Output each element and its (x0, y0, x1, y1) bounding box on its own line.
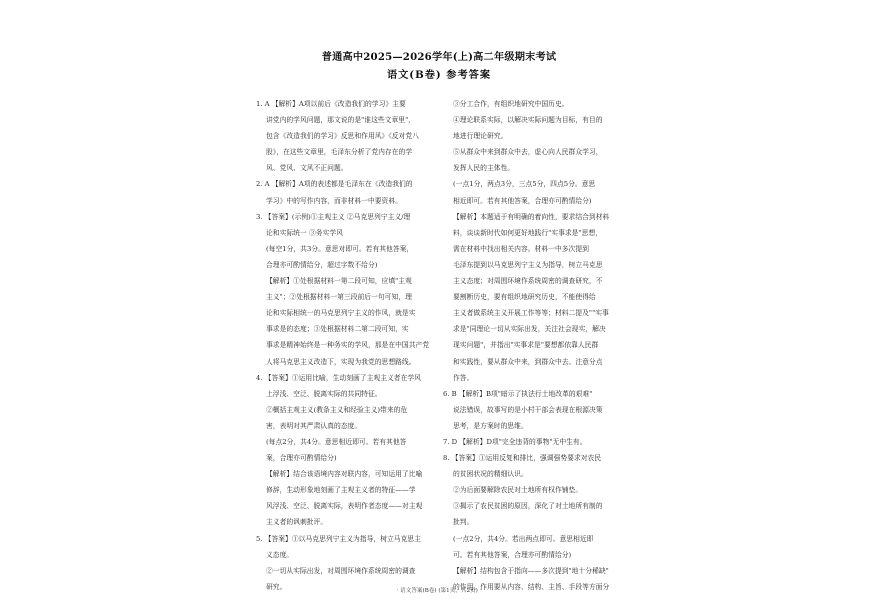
answer-line: 8. 【答案】①运用反复和排比，强调强势要求对农民 (443, 454, 602, 463)
answer-line: 2. A 【解析】A项的表述都是毛泽东在《改造我们的 (256, 180, 413, 189)
page-footer: · 语文答案(B卷) (第1页，共2页) · (396, 588, 482, 594)
answer-line: 义态度。 (266, 550, 294, 559)
answer-line: 1. A 【解析】A项以前后《改造我们的学习》主要 (256, 100, 406, 108)
answer-line: 事求是的态度；③处根据材料二第二段可知，实 (266, 325, 409, 334)
answer-line: 5. 【答案】①以马克思列宁主义为指导，树立马克思主 (256, 534, 421, 543)
answer-line: ⑤从群众中来到群众中去，虚心向人民群众学习， (453, 148, 603, 157)
answer-line: 地进行理论研究。 (453, 132, 508, 141)
answer-line: 合理亦可酌情给分，超过字数不给分) (266, 260, 378, 269)
answer-line: 人将马克思主义改造下，实现为我党的思想路线。 (266, 357, 416, 366)
answer-line: 相近即可。若有其他答案，合理亦可酌情给分) (453, 196, 592, 205)
answer-line: ④理论联系实际，以解决实际问题为目标，有目的 (453, 116, 603, 125)
answer-line: 批判。 (453, 518, 474, 527)
answer-line: 修辞，生动形象地刻画了主观主义者的特征——学 (266, 486, 416, 495)
answer-line: 上浮浅、空泛、脱离实际的共同特征。 (266, 389, 382, 398)
answer-line: 要割断历史，要有组织地研究历史，不能使得给 (453, 293, 596, 302)
answer-line: 【解析】结构包含于指向——多次提到"地十分稀缺" (453, 566, 609, 575)
answer-line: 的贫困状况的精细认识。 (453, 470, 528, 479)
answer-line: 研究。 (266, 582, 287, 591)
answer-line: 主义者的讽刺批评。 (266, 518, 328, 527)
answer-line: (一点1分，两点3分，三点5分，四点5分。意思 (453, 180, 596, 189)
answer-line: ③揭示了农民贫困的原因，深化了对土地所有制的 (453, 502, 603, 511)
answer-line: ②为后面要解除农民对土地所有权作铺垫。 (453, 486, 583, 495)
answer-line: 论和实际统一 ③务实学风 (266, 228, 343, 237)
answer-line: 主义"；②处根据材料一第三段前后一句可知，理 (266, 293, 412, 302)
answer-line: ②一切从实际出发，对周围环境作系统周密的调查 (266, 566, 416, 575)
answer-line: 【解析】①处根据材料一第二段可知，应填"主观 (266, 277, 412, 286)
answer-line: ②概括主观主义(教条主义和经验主义)带来的危 (266, 405, 408, 414)
answer-line: 和实践性，要从群众中来，到群众中去。注意分点 (453, 357, 603, 366)
answer-line: 思考，是方案时的思维。 (453, 421, 528, 430)
answer-line: (每空1分，共3分。意思对即可。若有其他答案， (266, 244, 414, 253)
answer-line: 【解析】结合该语境内容对联内容，可知运用了比喻 (266, 470, 423, 479)
answer-line: ③分工合作，有组织地研究中国历史。 (453, 100, 569, 108)
answer-line: 料，谈谈新时代如何更好地践行"实事求是"思想， (453, 228, 602, 237)
answer-line: 风、党风、文风不正问题。 (266, 164, 348, 173)
answer-line: 可。若有其他答案，合理亦可酌情给分) (453, 550, 572, 559)
answer-key-page (248, 28, 630, 610)
answer-line: 主义者做系统主义开展工作等等；材料二提及""实事 (453, 309, 609, 318)
answer-line: 害，表明对其严肃认真的态度。 (266, 421, 362, 430)
answer-line: 说法错误，故事写的是小村干部会表现在根源决策 (453, 405, 603, 414)
exam-title: 普通高中2025—2026学年(上)高二年级期末考试 (321, 51, 557, 63)
answer-line: 案，合理亦可酌情给分) (266, 454, 337, 463)
answer-line: 7. D 【解析】D项"完全违背的事物"无中生有。 (443, 437, 587, 446)
answer-line: 需在材料中找出相关内容。材料一中多次提到 (453, 244, 589, 253)
answer-line: 风浮浅、空泛、脱离实际，表明作者态度——对主观 (266, 502, 423, 511)
answer-line: 发挥人民的主体性。 (453, 164, 515, 173)
answer-line: 6. B 【解析】B项"暗示了执法行土地改革的艰难" (443, 389, 593, 398)
answer-line: 的作用。作用要从内容、结构、主旨、手段等方面分 (453, 582, 610, 591)
left-column (256, 96, 436, 595)
answer-line: 4. 【答案】①运用比喻，生动刻画了主观主义者在学风 (256, 373, 421, 382)
answer-line: 学习》中的写作内容，而非材料一中要资料。 (266, 196, 402, 205)
answer-line: 【解析】本题适于有明确的着向性，要求结合到材料 (453, 212, 610, 221)
answer-line: 3. 【答案】(示例)①主观主义 ②马克思列宁主义/理 (256, 212, 411, 221)
answer-line: 求是"同理论一切从实际出发，关注社会现实，解决 (453, 325, 606, 334)
right-column (443, 96, 623, 595)
answer-line: 作答。 (453, 373, 474, 382)
answer-line: 包含《改造我们的学习》反思和作用风》《反对党八 (266, 132, 419, 141)
answer-line: 论和实际相统一的马克思列宁主义的作风，就是实 (266, 309, 416, 318)
answer-line: 股》，在这些文章里，毛泽东分析了党内存在的学 (266, 148, 413, 157)
answer-line: (每点2分，共4分。意思相近即可。若有其他答 (266, 437, 407, 446)
answer-line: 讲党内的学风问题，那文说的是"谁这些文章里", (266, 116, 411, 125)
answer-line: 事求是精神始终是一种务实的学风，那是在中国共产党 (266, 341, 430, 350)
paper-title: 语文(B卷) 参考答案 (386, 69, 492, 81)
answer-line: 现实问题"，并指出"实事求是"要想都依靠人民群 (453, 341, 599, 350)
answer-line: (一点2分，共4分。若出两点即可。意思相近即 (453, 534, 594, 543)
answer-line: 毛泽东提到以马克思列宁主义为指导，树立马克思 (453, 260, 603, 269)
answer-line: 主义态度；对周围环境作系统周密的调查研究，不 (453, 277, 603, 286)
